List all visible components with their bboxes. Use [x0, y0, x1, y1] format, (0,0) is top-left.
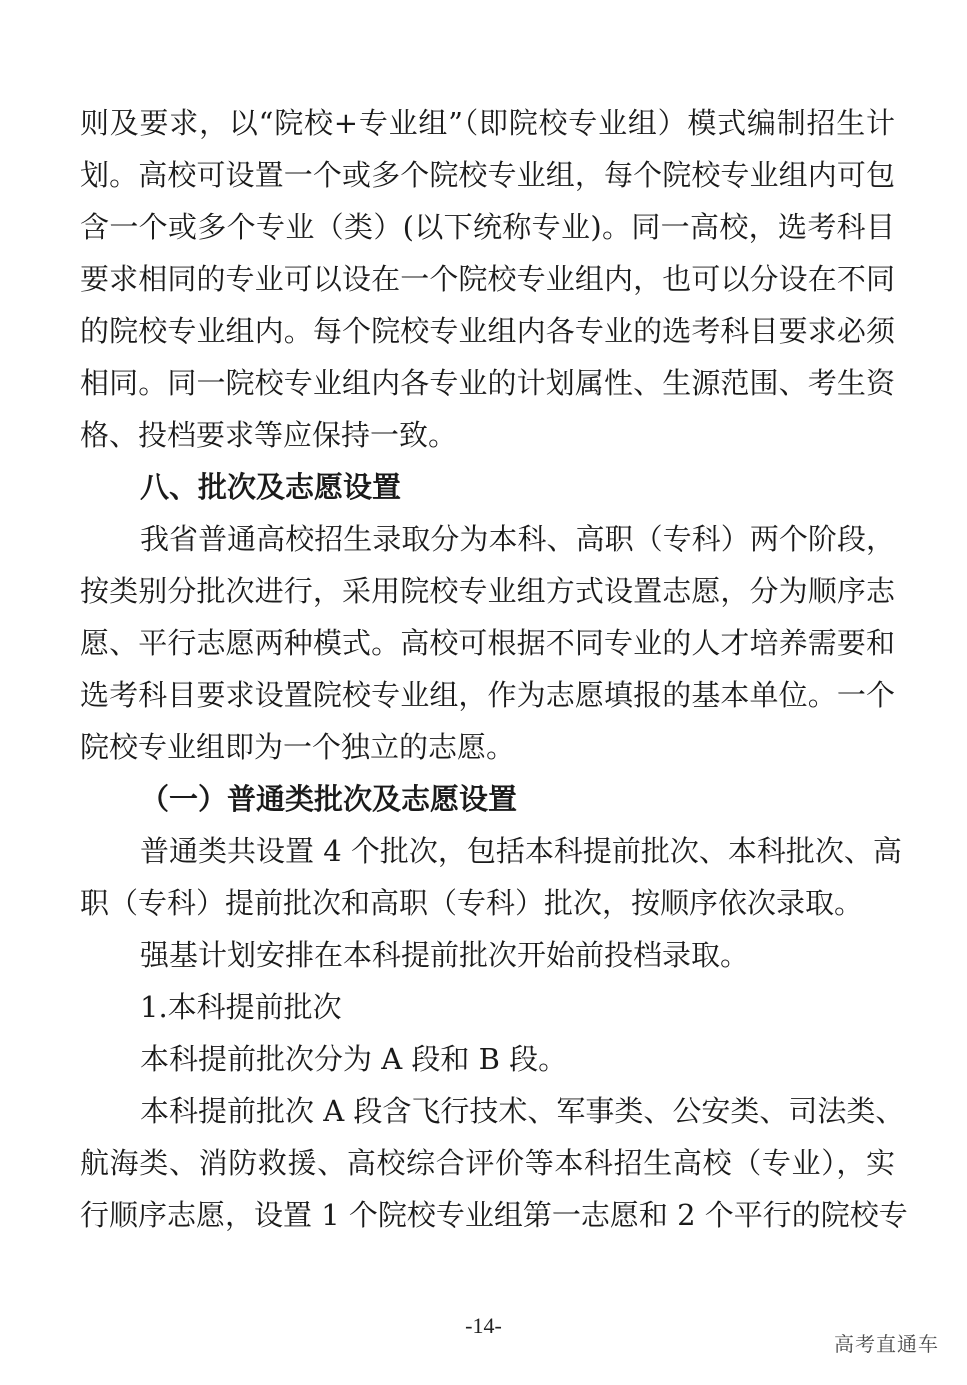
paragraph-line: 格、投档要求等应保持一致。: [80, 418, 458, 452]
paragraph-line: 强基计划安排在本科提前批次开始前投档录取。: [140, 938, 750, 972]
paragraph-line: 按类别分批次进行，采用院校专业组方式设置志愿，分为顺序志: [80, 574, 895, 608]
item-title: 1.本科提前批次: [140, 990, 342, 1024]
paragraph-line: 愿、平行志愿两种模式。高校可根据不同专业的人才培养需要和: [80, 626, 895, 660]
paragraph-line: 本科提前批次 A 段含飞行技术、军事类、公安类、司法类、: [140, 1094, 905, 1128]
paragraph-line: 我省普通高校招生录取分为本科、高职（专科）两个阶段，: [140, 522, 895, 556]
subsection-heading: （一）普通类批次及志愿设置: [140, 782, 518, 816]
paragraph-line: 院校专业组即为一个独立的志愿。: [80, 730, 516, 764]
paragraph-line: 航海类、消防救援、高校综合评价等本科招生高校（专业），实: [80, 1146, 895, 1180]
paragraph-line: 选考科目要求设置院校专业组，作为志愿填报的基本单位。一个: [80, 678, 895, 712]
watermark-text: 高考直通车: [834, 1332, 939, 1356]
paragraph-line: 本科提前批次分为 A 段和 B 段。: [140, 1042, 568, 1076]
paragraph-line: 行顺序志愿，设置 1 个院校专业组第一志愿和 2 个平行的院校专: [80, 1198, 908, 1232]
paragraph-line: 职（专科）提前批次和高职（专科）批次，按顺序依次录取。: [80, 886, 864, 920]
paragraph-line: 划。高校可设置一个或多个院校专业组，每个院校专业组内可包: [80, 158, 895, 192]
page-number: -14-: [465, 1313, 502, 1338]
section-heading: 八、批次及志愿设置: [140, 470, 402, 504]
paragraph-line: 的院校专业组内。每个院校专业组内各专业的选考科目要求必须: [80, 314, 895, 348]
paragraph-line: 相同。同一院校专业组内各专业的计划属性、生源范围、考生资: [80, 366, 895, 400]
paragraph-line: 普通类共设置 4 个批次，包括本科提前批次、本科批次、高: [140, 834, 902, 868]
paragraph-line: 则及要求，以“院校+专业组”（即院校专业组）模式编制招生计: [80, 106, 895, 140]
paragraph-line: 要求相同的专业可以设在一个院校专业组内，也可以分设在不同: [80, 262, 895, 296]
paragraph-line: 含一个或多个专业（类）(以下统称专业)。同一高校，选考科目: [80, 210, 895, 244]
